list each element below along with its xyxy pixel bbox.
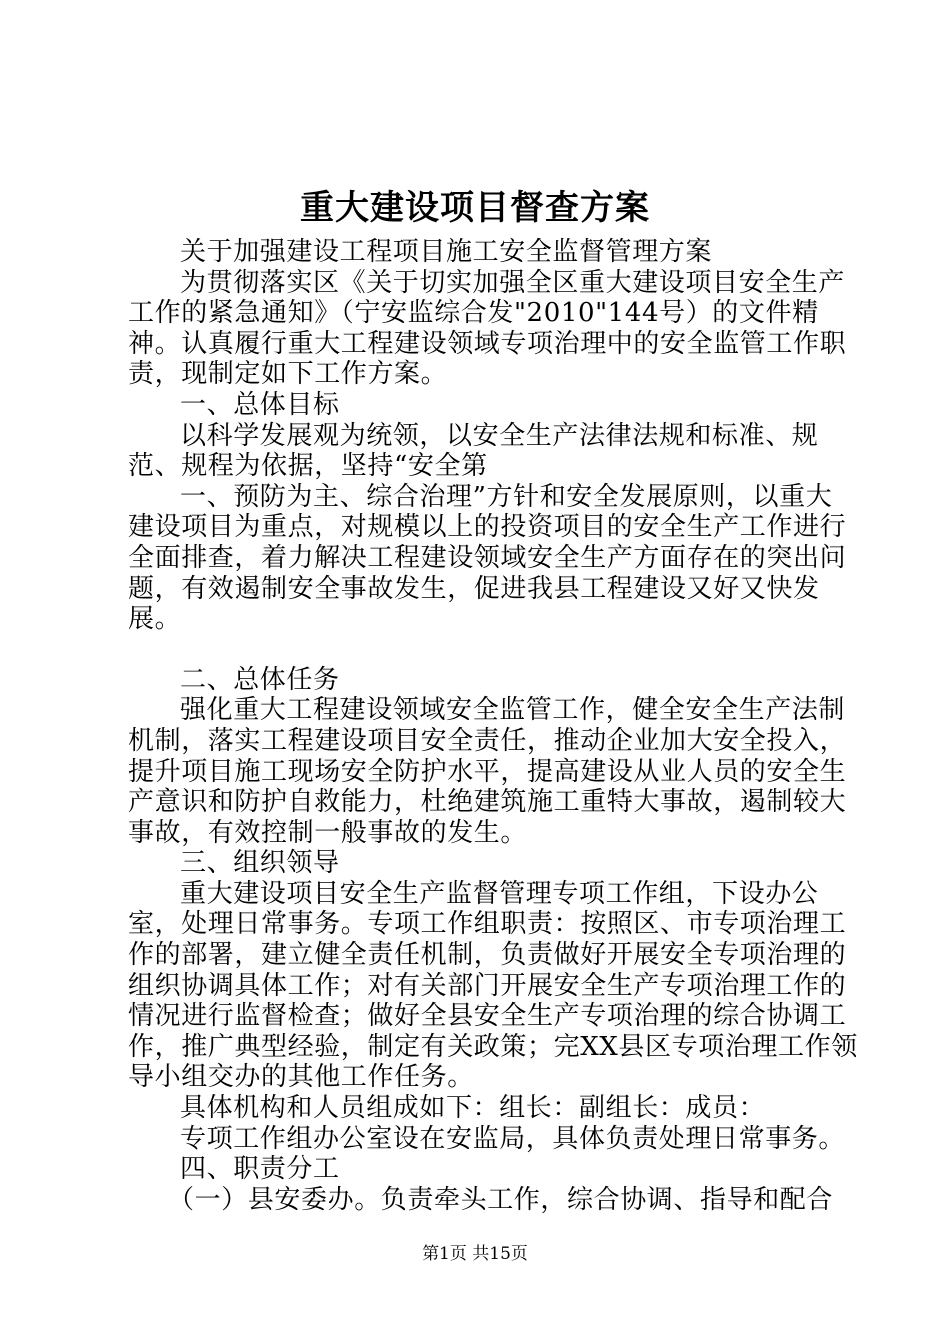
document-title: 重大建设项目督查方案 [300, 188, 650, 228]
paragraph-goal-1: 以科学发展观为统领，以安全生产法律法规和标准、规范、规程为依据，坚持“安全第 [128, 420, 819, 482]
paragraph-responsibility-1: （一）县安委办。负责牵头工作，综合协调、指导和配合 [168, 1184, 834, 1215]
paragraph-members: 具体机构和人员组成如下：组长：副组长：成员： [180, 1093, 766, 1124]
heading-overall-goal: 一、总体目标 [180, 389, 340, 420]
paragraph-organization: 重大建设项目安全生产监督管理专项工作组，下设办公室，处理日常事务。专项工作组职责：按照区、市专项治理工作的部署，建立健全责任机制，负责做好开展安全专项治理的组织协调具体工作；对有关部门开展安全生产专项治理工作的情况进行监督检查；做好全县安全生产专项治理的综合协调工作，推广典型经验，制定有关政策；完XX县区专项治理工作领导小组交办的其他工作任务。 [128, 878, 858, 1093]
page-footer: 第1页 共15页 [422, 1244, 528, 1264]
paragraph-intro: 为贯彻落实区《关于切实加强全区重大建设项目安全生产工作的紧急通知》（宁安监综合发"2010"144号）的文件精神。认真履行重大工程建设领域专项治理中的安全监管工作职责，现制定如下工作方案。 [128, 267, 847, 390]
heading-responsibilities: 四、职责分工 [180, 1154, 340, 1185]
heading-overall-task: 二、总体任务 [180, 664, 340, 695]
paragraph-goal-2: 一、预防为主、综合治理”方针和安全发展原则，以重大建设项目为重点，对规模以上的投资项目的安全生产工作进行全面排查，着力解决工程建设领域安全生产方面存在的突出问题，有效遏制安全事故发生，促进我县工程建设又好又快发展。 [128, 481, 847, 635]
paragraph-subtitle: 关于加强建设工程项目施工安全监督管理方案 [180, 237, 713, 267]
paragraph-office: 专项工作组办公室设在安监局，具体负责处理日常事务。 [180, 1123, 846, 1154]
document-body [128, 237, 858, 1215]
paragraph-task: 强化重大工程建设领域安全监管工作，健全安全生产法制机制，落实工程建设项目安全责任，推动企业加大安全投入，提升项目施工现场安全防护水平，提高建设从业人员的安全生产意识和防护自救能力，杜绝建筑施工重特大事故，遏制较大事故，有效控制一般事故的发生。 [128, 695, 847, 848]
heading-organization: 三、组织领导 [180, 848, 340, 879]
